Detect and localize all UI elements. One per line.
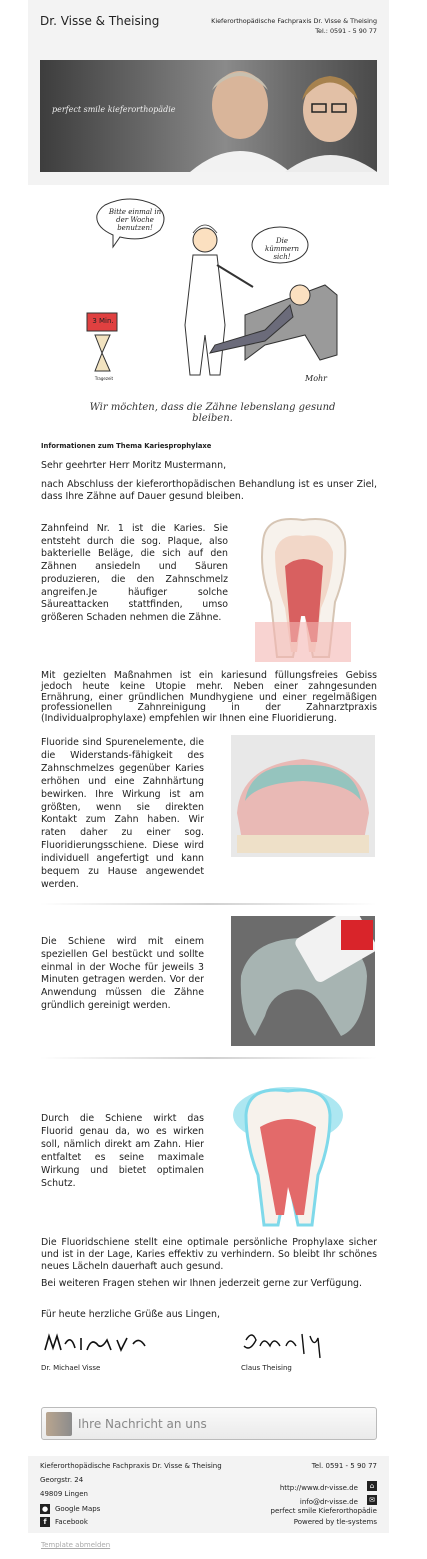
email-link[interactable] — [299, 1489, 377, 1506]
timer-sublabel: Tragezeit — [94, 376, 114, 381]
footer-tagline: perfect smile Kieferorthopädie — [270, 1507, 377, 1515]
paragraph-massnahmen: Mit gezielten Maßnahmen ist ein kariesund füllungsfreies Gebiss jedoch heute keine Utopie mehr. Neben einer zahngesunden Ernährung, einer gründlichen Mundhygiene und einer regelmäßigen professionellen Zahnreinigung in der Zahnarztpraxis (Individualprophylaxe) empfehlen wir Ihnen eine Fluoridierung. — [41, 670, 377, 725]
signature-name-theising: Claus Theising — [241, 1364, 292, 1372]
section-title: Informationen zum Thema Kariesprophylaxe — [41, 442, 212, 450]
signature-name-visse: Dr. Michael Visse — [41, 1364, 101, 1372]
doctors-photo — [40, 60, 377, 172]
header — [28, 0, 389, 185]
dental-model-image — [231, 735, 375, 857]
content-divider — [40, 1057, 377, 1059]
map-pin-icon: ● — [41, 1505, 49, 1513]
footer-city: 49809 Lingen — [40, 1490, 88, 1498]
paragraph-fazit: Die Fluoridschiene stellt eine optimale persönliche Prophylaxe sicher und ist in der Lage, Karies effektiv zu verhindern. So bleibt Ihr schönes neues Lächeln dauerhaft auch gesund. — [41, 1237, 377, 1272]
slogan: perfect smile kieferorthopädie — [52, 105, 176, 114]
brand-name: Dr. Visse & Theising — [40, 14, 160, 28]
facebook-label[interactable]: Facebook — [55, 1518, 88, 1526]
protected-tooth-image — [228, 1075, 348, 1235]
content-divider — [40, 903, 377, 905]
salutation: Sehr geehrter Herr Moritz Mustermann, — [41, 460, 227, 471]
footer-street: Georgstr. 24 — [40, 1476, 84, 1484]
signature-theising — [240, 1328, 330, 1362]
avatar — [46, 1412, 72, 1436]
paragraph-wirkung: Durch die Schiene wirkt das Fluorid genau da, wo es wirken soll, nämlich direkt am Zahn. Hier entfaltet es seine maximale Wirkung und bietet optimalen Schutz. — [41, 1113, 204, 1189]
contact-message-button[interactable] — [41, 1407, 377, 1440]
intro-paragraph: nach Abschluss der kieferorthopädischen Behandlung ist es unser Ziel, dass Ihre Zähne auf Dauer gesund bleiben. — [41, 479, 377, 503]
google-maps-label[interactable]: Google Maps — [55, 1505, 101, 1513]
paragraph-fragen: Bei weiteren Fragen stehen wir Ihnen jederzeit gerne zur Verfügung. — [41, 1278, 362, 1289]
footer-phone: Tel. 0591 - 5 90 77 — [311, 1462, 377, 1470]
home-icon: ⌂ — [367, 1481, 377, 1491]
speech-bubble-patient: Die kümmern sich! — [264, 237, 300, 261]
artist-signature: Mohr — [305, 374, 327, 383]
facebook-icon: f — [40, 1517, 50, 1527]
contact-message-label: Ihre Nachricht an uns — [78, 1417, 207, 1431]
signature-visse — [41, 1330, 151, 1358]
unsubscribe-link[interactable]: Template abmelden — [41, 1541, 111, 1549]
tooth-cross-section-image — [255, 512, 351, 662]
website-link[interactable] — [279, 1475, 377, 1492]
paragraph-karies: Zahnfeind Nr. 1 ist die Karies. Sie entsteht durch die sog. Plaque, also bakterielle Beläge, die sich auf den Zähnen ansiedeln und Säuren produzieren, die den Zahnschmelz angreifen.Je häufiger solche Säureattacken stattfinden, umso größeren Schaden nehmen die Zähne. — [41, 523, 228, 623]
website-label[interactable]: http://www.dr-visse.de — [279, 1484, 358, 1492]
cartoon-caption: Wir möchten, dass die Zähne lebenslang gesund bleiben. — [89, 402, 336, 424]
paragraph-schiene: Die Schiene wird mit einem speziellen Gel bestückt und sollte einmal in der Woche für jeweils 3 Minuten getragen werden. Vor der Anwendung müssen die Zähne gründlich gereinigt werden. — [41, 936, 204, 1011]
praxis-name: Kieferorthopädische Fachpraxis Dr. Visse & Theising — [211, 17, 377, 25]
speech-bubble-doctor: Bitte einmal in der Woche benutzen! — [108, 208, 162, 232]
footer — [28, 1456, 389, 1533]
paragraph-fluoride: Fluoride sind Spurenelemente, die die Widerstands-fähigkeit des Zahnschmelzes gegenüber Karies erhöhen und eine Zahnhärtung bewirken. Ihre Wirkung ist am größten, wenn sie direkten Kontakt zum Zahn haben. Wir raten daher zu einer sog. Fluoridierungsschiene. Diese wird individuell angefertigt und kann bequem zu Hause angewendet werden. — [41, 737, 204, 890]
footer-powered-by: Powered by tle-systems — [293, 1518, 377, 1526]
closing-text: Für heute herzliche Grüße aus Lingen, — [41, 1309, 220, 1320]
timer-label: 3 Min. — [92, 317, 114, 325]
header-contact — [211, 16, 377, 36]
gel-tray-image — [231, 916, 375, 1046]
mail-icon: ✉ — [367, 1495, 377, 1505]
header-phone: Tel.: 0591 - 5 90 77 — [315, 27, 377, 35]
header-banner-image — [40, 60, 377, 172]
footer-praxis: Kieferorthopädische Fachpraxis Dr. Visse & Theising — [40, 1462, 222, 1470]
email-label[interactable]: info@dr-visse.de — [299, 1498, 358, 1506]
